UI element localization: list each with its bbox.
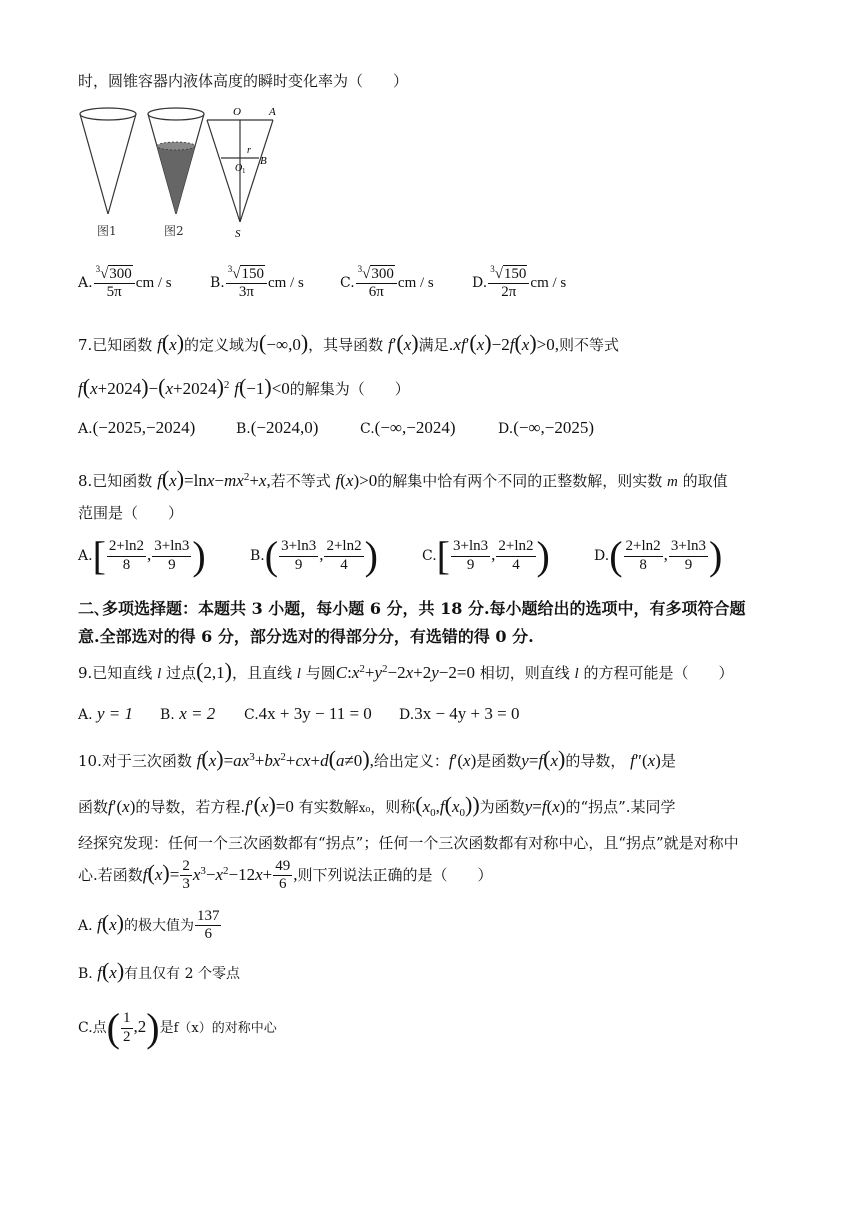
q10-line4: 心.若函数f(x)= $\frac{2}{3}$ $x^3-x^2-12x+$ $\frac{49}{6}$ ,则下列说法正确的是（ ） bbox=[78, 858, 493, 893]
q7-option-c[interactable]: C.(−∞,−2024) bbox=[360, 418, 456, 437]
q10-line1: 10.对于三次函数 $f(x)=ax^3+bx^2+cx+d(a\ne 0)$,给出定义：f′(x)是函数y=f(x)的导数， f″(x)是 bbox=[78, 746, 676, 771]
q10-option-b[interactable]: B. f(x)有且仅有 2 个零点 bbox=[78, 958, 240, 983]
fig-label-O1-sub: 1 bbox=[242, 167, 246, 175]
section-2-header-line1: 二､多项选择题：本题共 3 小题，每小题 6 分，共 18 分.每小题给出的选项中，有多项符合题 bbox=[78, 599, 746, 618]
q8-line2: 范围是（ ） bbox=[78, 504, 184, 522]
q8-option-d[interactable]: D.( $\frac{2+\ln 2}{8}$ , $\frac{3+\ln 3}{9}$ ) bbox=[594, 533, 723, 578]
q6-option-b[interactable] bbox=[210, 264, 304, 302]
fig-label-B: B bbox=[260, 155, 267, 167]
fig-caption-2: 图2 bbox=[164, 224, 184, 238]
q8-option-c[interactable]: C.[ $\frac{3+\ln 3}{9}$ , $\frac{2+\ln 2}{4}$ ) bbox=[422, 533, 550, 578]
q10-option-c[interactable]: C.点( $\frac{1}{2}$ ,2)是f（x）的对称中心 bbox=[78, 1005, 277, 1050]
q7-option-a[interactable]: A.(−2025,−2024) bbox=[78, 418, 196, 437]
q8-option-a[interactable]: A.[ $\frac{2+\ln 2}{8}$ , $\frac{3+\ln 3}{9}$ ) bbox=[78, 533, 206, 578]
fraction: $\frac{^3√300}{5\pi}$ bbox=[94, 264, 135, 302]
q7-option-b[interactable]: B.(−2024,0) bbox=[236, 418, 319, 437]
q9-option-c[interactable]: C.4x + 3y − 11 = 0 bbox=[244, 704, 372, 723]
fig-label-A: A bbox=[269, 106, 276, 118]
option-letter: C. bbox=[340, 274, 355, 291]
q10-option-a[interactable]: A. f(x)的极大值为 $\frac{137}{6}$ bbox=[78, 908, 220, 943]
fig-caption-1: 图1 bbox=[97, 224, 117, 238]
q6-option-c[interactable] bbox=[340, 264, 434, 302]
unit: cm / s bbox=[530, 274, 567, 291]
q10-line3: 经探究发现：任何一个三次函数都有“拐点”；任何一个三次函数都有对称中心，且“拐点”就是对称中 bbox=[78, 834, 739, 852]
unit: cm / s bbox=[135, 274, 172, 291]
q8-line1: 8.已知函数 $f(x)=\ln x-mx^2+x$,若不等式 f(x)>0的解集中恰有两个不同的正整数解，则实数 m 的取值 bbox=[78, 466, 728, 491]
fig-label-S: S bbox=[235, 228, 241, 240]
q9-option-d[interactable]: D.3x − 4y + 3 = 0 bbox=[399, 704, 520, 723]
q10-line2: 函数f′(x)的导数，若方程.f′(x)=0 有实数解x₀，则称$(x_0,f(x_0))$为函数y=f(x)的“拐点”.某同学 bbox=[78, 792, 676, 819]
fraction: $\frac{^3√150}{2\pi}$ bbox=[488, 264, 529, 302]
q9-stem: 9.已知直线 l 过点(2,1)，且直线 l 与圆$C:x^2+y^2-2x+2y-2=0$ 相切，则直线 l 的方程可能是（ ） bbox=[78, 658, 734, 683]
unit: cm / s bbox=[267, 274, 304, 291]
option-letter: B. bbox=[210, 274, 225, 291]
q7-line1: 7.已知函数 f(x)的定义域为(−∞,0)，其导函数 f′(x)满足.xf′(x)−2f(x)>0,则不等式 bbox=[78, 330, 619, 355]
q7-line2: $f(x+2024)-(x+2024)^2$ f(−1)<0的解集为（ ） bbox=[78, 374, 410, 399]
q8-option-b[interactable]: B.( $\frac{3+\ln 3}{9}$ , $\frac{2+\ln 2}{4}$ ) bbox=[250, 533, 378, 578]
section-2-header-line2: 意.全部选对的得 6 分，部分选对的得部分分，有选错的得 0 分. bbox=[78, 627, 534, 646]
fig-label-r: r bbox=[247, 145, 251, 156]
cone-figure bbox=[76, 102, 286, 242]
q9-option-b[interactable]: B. x = 2 bbox=[160, 704, 216, 723]
q7-option-d[interactable]: D.(−∞,−2025) bbox=[498, 418, 595, 437]
fig-label-O: O bbox=[233, 106, 241, 118]
q6-option-a[interactable] bbox=[78, 264, 172, 302]
fig-label-O1: O bbox=[235, 163, 243, 174]
q6-tail-text: 时，圆锥容器内液体高度的瞬时变化率为（ ） bbox=[78, 72, 409, 90]
fraction: $\frac{^3√300}{6\pi}$ bbox=[356, 264, 397, 302]
q6-option-d[interactable] bbox=[472, 264, 566, 302]
option-letter: D. bbox=[472, 274, 488, 291]
q9-option-a[interactable]: A. y = 1 bbox=[78, 704, 134, 723]
option-letter: A. bbox=[78, 274, 93, 291]
fraction: $\frac{^3√150}{3\pi}$ bbox=[226, 264, 267, 302]
unit: cm / s bbox=[397, 274, 434, 291]
